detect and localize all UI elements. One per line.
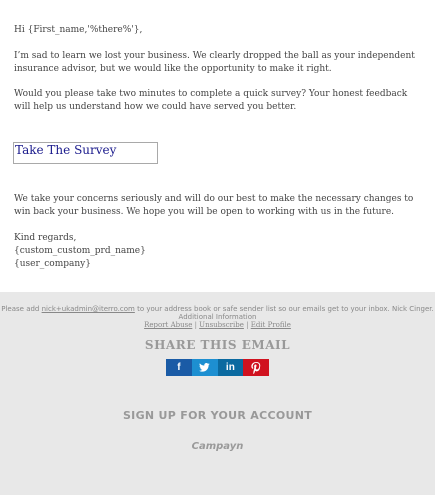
notice-prefix: Please add: [1, 305, 42, 313]
apology-paragraph: I’m sad to learn we lost your business. We clearly dropped the ball as your independent insurance advisor, but we would like the opportunity to make it right.: [14, 51, 415, 74]
footer-links: [0, 321, 435, 329]
campayn-logo[interactable]: Campayn: [191, 441, 244, 452]
pinterest-icon: [251, 362, 261, 374]
facebook-icon: f: [177, 362, 181, 373]
share-email-heading: SHARE THIS EMAIL: [144, 338, 291, 352]
signature-name: {custom_custom_prd_name}: [14, 246, 146, 256]
closing-paragraph: We take your concerns seriously and will do our best to make the necessary changes to win back your business. We hope you will be open to working with us in the future.: [14, 194, 414, 217]
facebook-share-button[interactable]: [166, 359, 192, 376]
additional-info-label: Additional Information: [178, 313, 257, 321]
unsubscribe-link[interactable]: Unsubscribe: [199, 321, 244, 329]
notice-suffix: to your address book or safe sender list so our emails get to your inbox. Nick Cinger.: [134, 305, 434, 313]
signup-heading: SIGN UP FOR YOUR ACCOUNT: [122, 409, 313, 422]
twitter-share-button[interactable]: [192, 359, 218, 376]
link-separator: |: [192, 321, 200, 329]
linkedin-icon: in: [225, 362, 235, 373]
email-footer: [0, 292, 435, 495]
signoff-text: Kind regards,: [14, 233, 77, 243]
survey-request-paragraph: Would you please take two minutes to complete a quick survey? Your honest feedback will help us understand how we could have served you better.: [14, 89, 408, 112]
edit-profile-link[interactable]: Edit Profile: [250, 321, 291, 329]
linkedin-share-button[interactable]: [218, 359, 244, 376]
sender-email-link[interactable]: nick+ukadmin@iterro.com: [41, 305, 135, 313]
take-survey-button[interactable]: Take The Survey: [13, 142, 158, 164]
social-share-bar: [166, 359, 269, 376]
link-separator: |: [243, 321, 251, 329]
safe-sender-notice: [0, 305, 435, 313]
twitter-icon: [199, 363, 210, 372]
greeting-text: Hi {First_name,'%there%'},: [14, 25, 143, 35]
signature-company: {user_company}: [14, 259, 91, 269]
report-abuse-link[interactable]: Report Abuse: [144, 321, 193, 329]
pinterest-share-button[interactable]: [243, 359, 269, 376]
